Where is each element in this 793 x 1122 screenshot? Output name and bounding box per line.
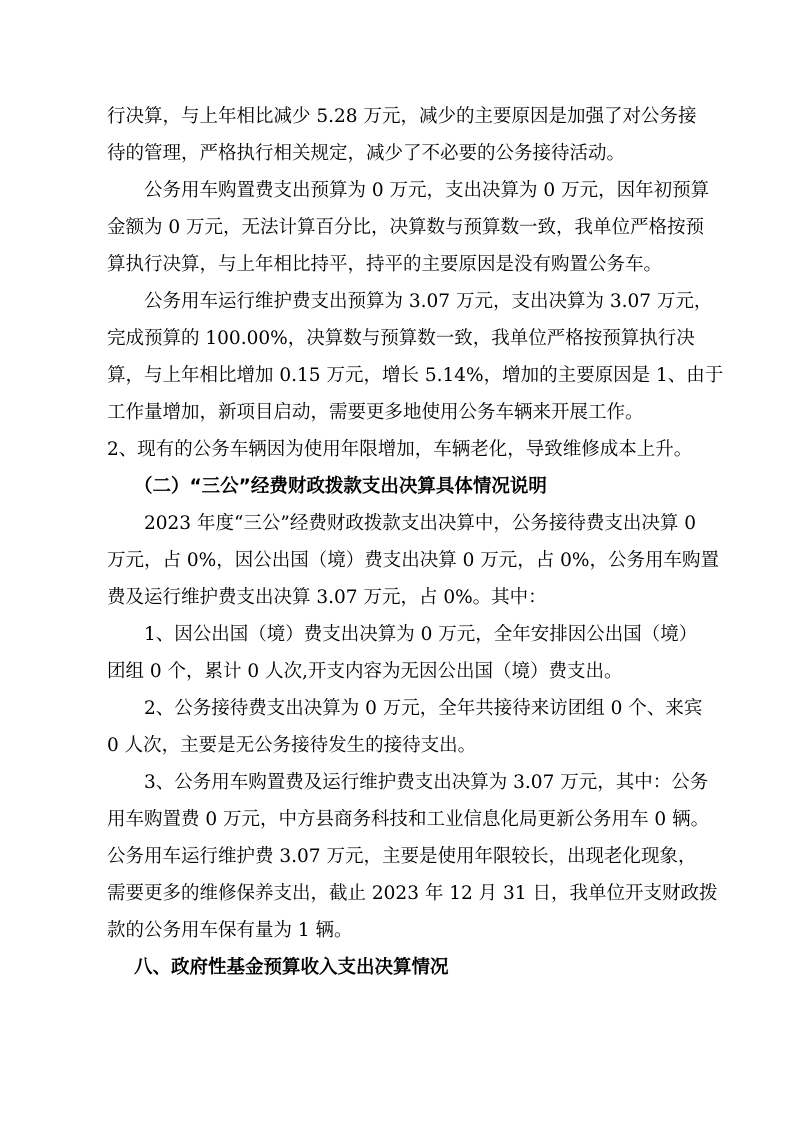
paragraph-line: 公务用车运行维护费支出预算为 3.07 万元，支出决算为 3.07 万元，	[144, 291, 713, 312]
paragraph-line: 费及运行维护费支出决算 3.07 万元，占 0%。其中：	[107, 587, 547, 608]
paragraph-line: 完成预算的 100.00%，决算数与预算数一致，我单位严格按预算执行决	[107, 328, 695, 349]
section-heading: （二）“三公”经费财政拨款支出决算具体情况说明	[134, 476, 547, 497]
paragraph-line: 公务用车运行维护费 3.07 万元，主要是使用年限较长，出现老化现象，	[107, 846, 697, 867]
paragraph-line: 团组 0 个，累计 0 人次,开支内容为无因公出国（境）费支出。	[107, 661, 623, 682]
paragraph-line: 3、公务用车购置费及运行维护费支出决算为 3.07 万元，其中：公务	[144, 772, 709, 793]
paragraph-line: 工作量增加，新项目启动，需要更多地使用公务车辆来开展工作。	[107, 402, 644, 423]
paragraph-line: 算执行决算，与上年相比持平，持平的主要原因是没有购置公务车。	[107, 254, 663, 275]
paragraph-line: 款的公务用车保有量为 1 辆。	[107, 920, 353, 941]
paragraph-line: 2、公务接待费支出决算为 0 万元，全年共接待来访团组 0 个、来宾	[144, 698, 703, 719]
paragraph-line: 1、因公出国（境）费支出决算为 0 万元，全年安排因公出国（境）	[144, 624, 698, 645]
paragraph-line: 待的管理，严格执行相关规定，减少了不必要的公务接待活动。	[107, 143, 626, 164]
paragraph-line: 金额为 0 万元，无法计算百分比，决算数与预算数一致，我单位严格按预	[107, 217, 705, 238]
paragraph-line: 算，与上年相比增加 0.15 万元，增长 5.14%，增加的主要原因是 1、由于	[107, 365, 724, 386]
section-heading: 八、政府性基金预算收入支出决算情况	[134, 957, 449, 978]
paragraph-line: 2、现有的公务车辆因为使用年限增加，车辆老化，导致维修成本上升。	[107, 439, 693, 460]
paragraph-line: 2023 年度“三公”经费财政拨款支出决算中，公务接待费支出决算 0	[144, 513, 697, 534]
paragraph-line: 需要更多的维修保养支出，截止 2023 年 12 月 31 日，我单位开支财政拨	[107, 883, 718, 904]
paragraph-line: 行决算，与上年相比减少 5.28 万元，减少的主要原因是加强了对公务接	[107, 106, 697, 127]
paragraph-line: 0 人次，主要是无公务接待发生的接待支出。	[107, 735, 477, 756]
paragraph-line: 万元，占 0%，因公出国（境）费支出决算 0 万元，占 0%，公务用车购置	[107, 550, 719, 571]
paragraph-line: 公务用车购置费支出预算为 0 万元，支出决算为 0 万元，因年初预算	[144, 180, 710, 201]
paragraph-line: 用车购置费 0 万元，中方县商务科技和工业信息化局更新公务用车 0 辆。	[107, 809, 710, 830]
